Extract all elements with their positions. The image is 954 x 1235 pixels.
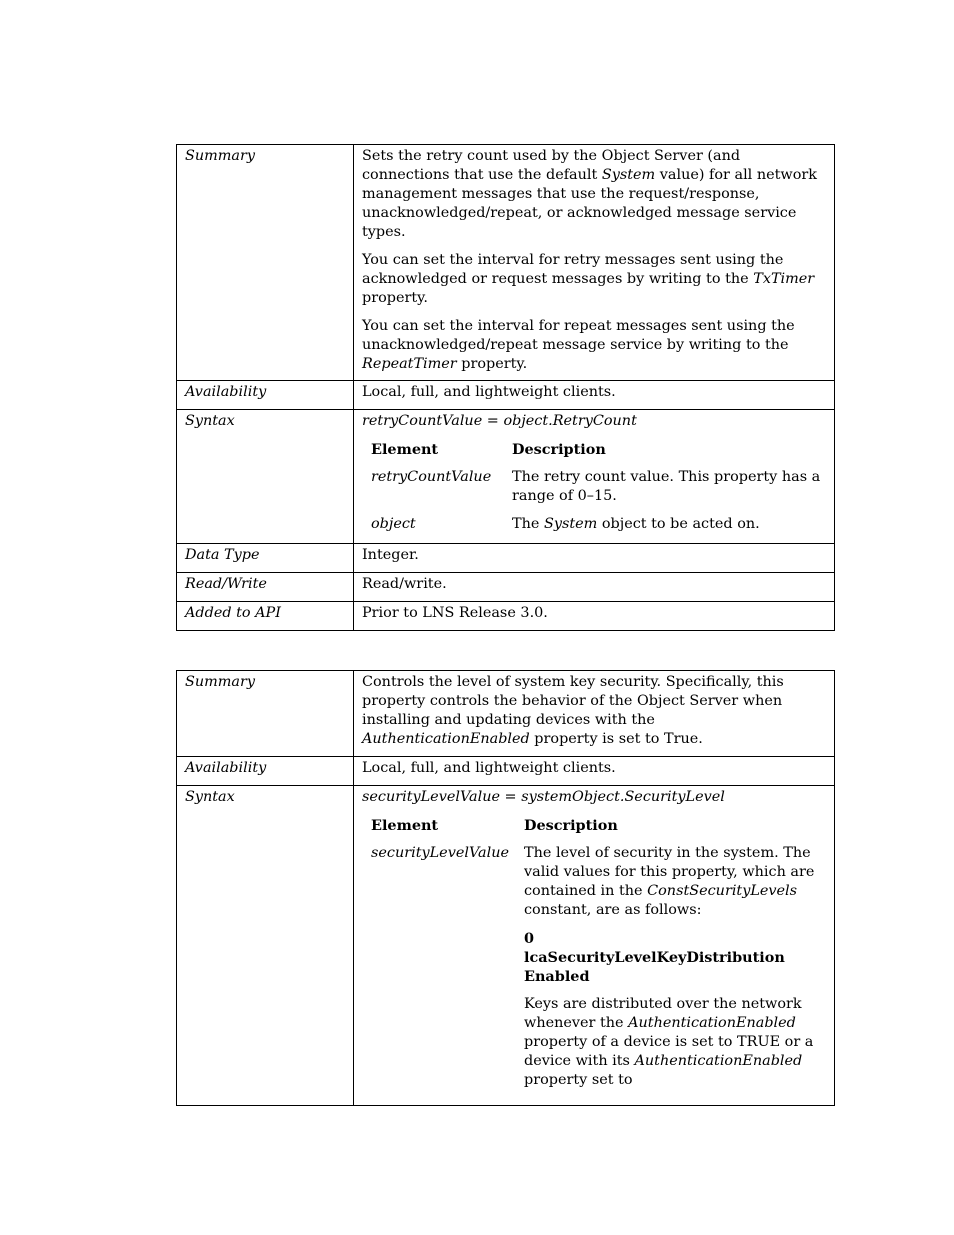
datatype-row (177, 544, 835, 573)
syntax-label: Syntax (177, 410, 354, 544)
availability-row (177, 757, 835, 786)
element-description: The System object to be acted on. (512, 516, 760, 532)
security-level-property-table (176, 670, 835, 1106)
summary-row (177, 671, 835, 757)
summary-label: Summary (177, 671, 354, 757)
availability-value: Local, full, and lightweight clients. (354, 381, 835, 410)
element-name: securityLevelValue (371, 845, 509, 861)
syntax-expression: securityLevelValue = systemObject.SecurityLevel (362, 789, 725, 805)
element-row (362, 468, 826, 515)
syntax-row (177, 410, 835, 544)
element-table (362, 816, 826, 1099)
description-header: Description (524, 817, 618, 834)
summary-row (177, 145, 835, 381)
syntax-expression: retryCountValue = object.RetryCount (362, 413, 637, 429)
added-label: Added to API (177, 602, 354, 631)
added-row (177, 602, 835, 631)
summary-paragraph-3: You can set the interval for repeat messages sent using the unacknowledged/repeat message service by writing to the RepeatTimer property. (362, 318, 795, 372)
availability-value: Local, full, and lightweight clients. (354, 757, 835, 786)
syntax-label: Syntax (177, 786, 354, 1106)
summary-paragraph-2: You can set the interval for retry messages sent using the acknowledged or request messages by writing to the TxTimer property. (362, 252, 815, 306)
element-row (362, 844, 826, 1099)
readwrite-value: Read/write. (354, 573, 835, 602)
summary-paragraph-1: Sets the retry count used by the Object Server (and connections that use the default System value) for all network management messages that use the request/response, unacknowledged/repeat, or acknowledged message service types. (362, 148, 817, 240)
datatype-value: Integer. (354, 544, 835, 573)
element-header-row (362, 440, 826, 468)
added-value: Prior to LNS Release 3.0. (354, 602, 835, 631)
syntax-value (354, 410, 835, 544)
summary-value (354, 145, 835, 381)
readwrite-row (177, 573, 835, 602)
description-paragraph-3: Keys are distributed over the network whenever the AuthenticationEnabled property of a device is set to TRUE or a device with its AuthenticationEnabled property set to (524, 996, 814, 1088)
element-header: Element (371, 817, 439, 834)
availability-label: Availability (177, 381, 354, 410)
element-description (524, 844, 826, 1099)
element-table (362, 440, 826, 543)
summary-value: Controls the level of system key security. Specifically, this property controls the behavior of the Object Server when installing and updating devices with the AuthenticationEnabled property is set to True. (354, 671, 835, 757)
availability-row (177, 381, 835, 410)
element-description: The retry count value. This property has a range of 0–15. (512, 469, 821, 504)
datatype-label: Data Type (177, 544, 354, 573)
element-row (362, 515, 826, 543)
description-header: Description (512, 441, 606, 458)
description-paragraph-1: The level of security in the system. The valid values for this property, which are contained in the ConstSecurityLevels constant, are as follows: (524, 845, 815, 918)
availability-label: Availability (177, 757, 354, 786)
element-name: object (371, 516, 416, 532)
security-value-heading: 0 lcaSecurityLevelKeyDistribution Enabled (524, 930, 785, 985)
syntax-value (354, 786, 835, 1106)
summary-label: Summary (177, 145, 354, 381)
retry-count-property-table (176, 144, 835, 631)
readwrite-label: Read/Write (177, 573, 354, 602)
element-header-row (362, 816, 826, 844)
element-name: retryCountValue (371, 469, 492, 485)
element-header: Element (371, 441, 439, 458)
syntax-row (177, 786, 835, 1106)
